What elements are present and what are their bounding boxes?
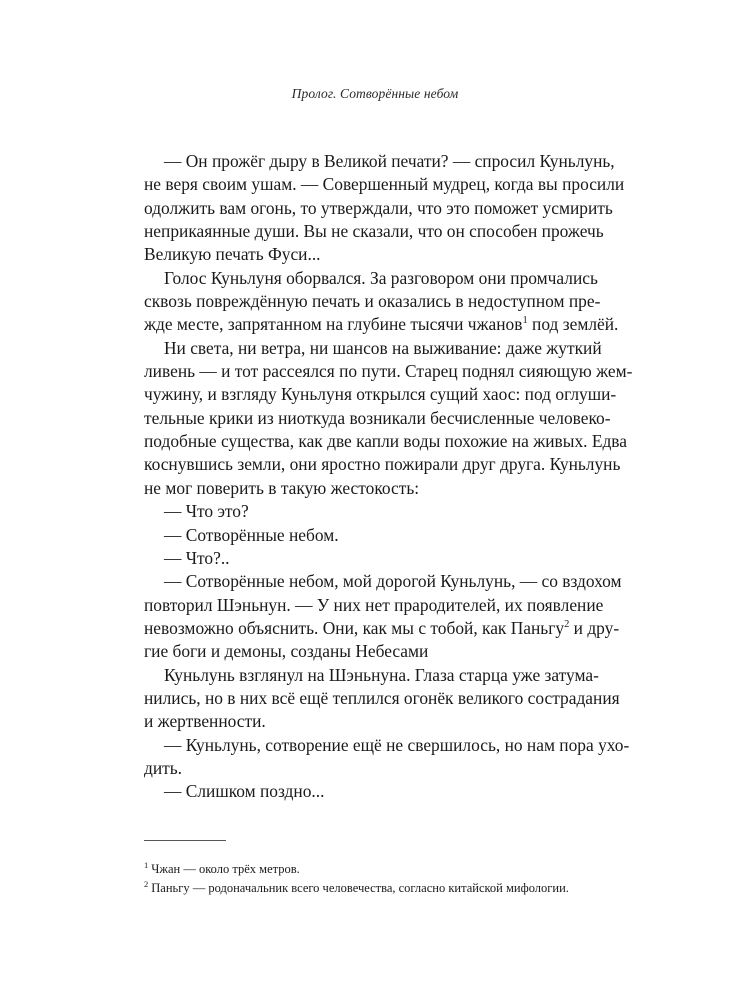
text-line [144, 594, 604, 617]
text-segment: — Что?.. [164, 547, 230, 568]
text-line [144, 640, 576, 663]
text-line [144, 197, 613, 220]
text-line [144, 430, 628, 453]
text-segment: невозможно объяснить. Они, как мы с тобой, как Паньгу [144, 617, 565, 638]
text-segment: Великую печать Фуси... [144, 244, 321, 265]
text-segment: Голос Куньлуня оборвался. За разговором они промчались [164, 267, 598, 288]
text-segment: дить. [144, 757, 183, 778]
footnote-reference: 1 [522, 315, 528, 327]
text-line [144, 710, 576, 733]
text-line [144, 337, 602, 360]
text-line [144, 150, 615, 173]
text-line [144, 687, 620, 710]
text-line [144, 383, 617, 406]
text-segment: подобные существа, как две капли воды похожие на живых. Едва [144, 431, 628, 452]
text-segment: чужину, и взгляду Куньлуня открылся сущий хаос: под оглуши- [144, 384, 617, 405]
text-segment: одолжить вам огонь, то утверждали, что это поможет усмирить [144, 197, 613, 218]
text-line [144, 617, 620, 640]
text-segment: под землёй. [527, 314, 619, 335]
text-segment: — Слишком поздно... [164, 781, 325, 802]
text-segment: жде месте, запрятанном на глубине тысячи чжанов [144, 314, 523, 335]
footnote-divider [144, 840, 226, 841]
text-line [144, 220, 604, 243]
text-segment: — Сотворённые небом, мой дорогой Куньлунь, — со вздохом [164, 571, 622, 592]
text-line [144, 734, 630, 757]
footnote [144, 879, 576, 898]
running-head: Пролог. Сотворённые небом [291, 86, 459, 101]
footnote-text: Чжан — около трёх метров. [151, 862, 300, 876]
text-segment: Ни света, ни ветра, ни шансов на выживание: даже жуткий [164, 337, 602, 358]
text-segment: сквозь повреждённую печать и оказались в недоступном пре- [144, 291, 601, 312]
footnote-reference: 2 [564, 619, 570, 631]
text-segment: и жертвенности. [144, 711, 266, 732]
text-segment: нились, но в них всё ещё теплился огонёк великого сострадания [144, 687, 620, 708]
text-line [144, 664, 599, 687]
text-line [144, 453, 621, 476]
footnotes [144, 860, 576, 898]
text-line [144, 173, 625, 196]
text-segment: не мог поверить в такую жестокость: [144, 477, 420, 498]
text-segment: ливень — и тот рассеялся по пути. Старец поднял сияющую жем- [144, 361, 633, 382]
text-line [144, 407, 611, 430]
footnote-marker: 1 [144, 859, 149, 870]
text-segment: — Куньлунь, сотворение ещё не свершилось, но нам пора ухо- [164, 734, 630, 755]
text-segment: — Сотворённые небом. [164, 524, 339, 545]
body-text [144, 150, 633, 804]
text-line [144, 360, 633, 383]
text-line [144, 524, 576, 547]
footnote-marker: 2 [144, 878, 149, 889]
text-segment: Куньлунь взглянул на Шэньнуна. Глаза старца уже затума- [164, 664, 599, 685]
text-segment: тельные крики из ниоткуда возникали бесчисленные человеко- [144, 407, 611, 428]
footnote [144, 860, 576, 879]
text-line [144, 267, 598, 290]
text-segment: — Он прожёг дыру в Великой печати? — спросил Куньлунь, [164, 151, 615, 171]
text-segment: коснувшись земли, они яростно пожирали друг друга. Куньлунь [144, 454, 621, 475]
text-line [144, 313, 619, 336]
text-line [144, 780, 576, 803]
text-line [144, 757, 576, 780]
text-line [144, 547, 576, 570]
text-segment: и дру- [569, 617, 620, 638]
text-segment: — Что это? [164, 501, 249, 522]
text-segment: не веря своим ушам. — Совершенный мудрец, когда вы просили [144, 174, 625, 195]
text-line [144, 570, 622, 593]
text-segment: повторил Шэньнун. — У них нет прародителей, их появление [144, 594, 604, 615]
text-segment: гие боги и демоны, созданы Небесами [144, 641, 429, 662]
text-line [144, 290, 601, 313]
text-segment: неприкаянные души. Вы не сказали, что он способен прожечь [144, 221, 604, 242]
text-line [144, 477, 576, 500]
text-line [144, 243, 576, 266]
footnote-text: Паньгу — родоначальник всего человечества, согласно китайской мифологии. [151, 881, 569, 895]
text-line [144, 500, 576, 523]
